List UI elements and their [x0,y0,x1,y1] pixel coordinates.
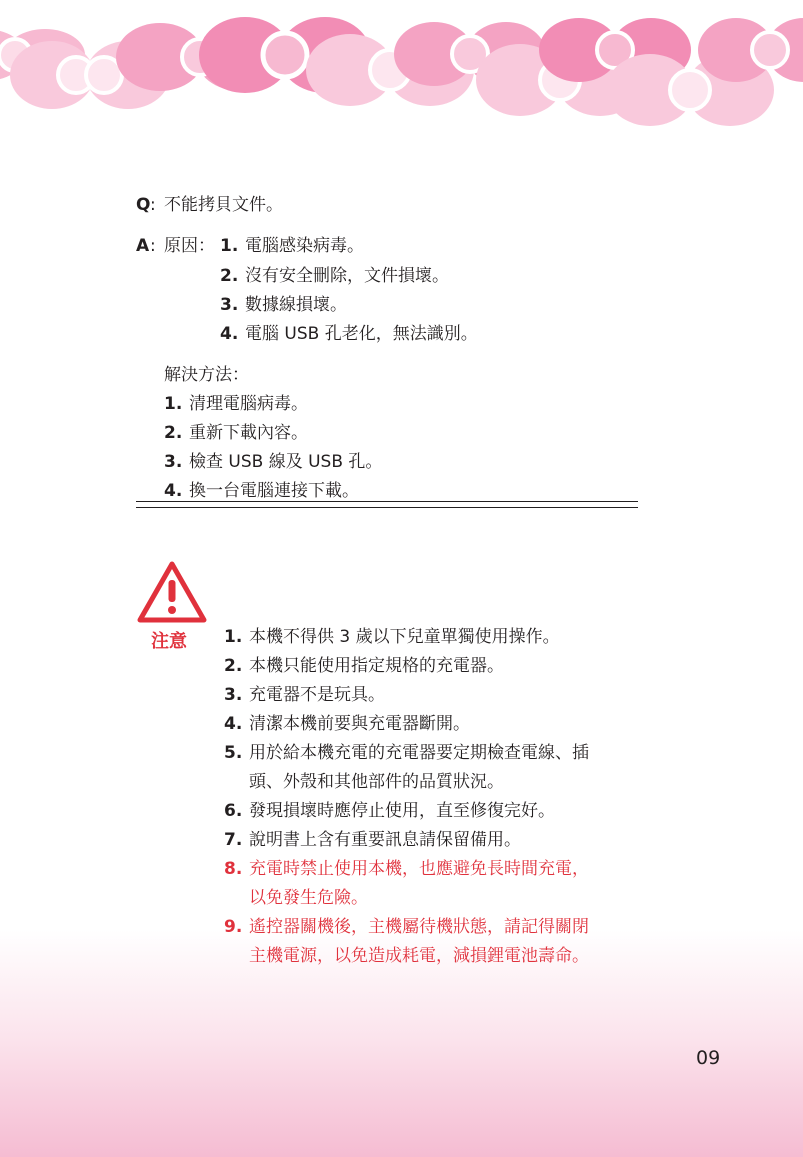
cause-text: 沒有安全刪除，文件損壞。 [245,266,449,286]
solution-number: 4. [164,481,183,501]
warning-triangle-icon [136,560,208,624]
warning-number: 5. [224,743,243,763]
cause-text: 數據線損壞。 [245,295,347,315]
question-text: 不能拷貝文件。 [164,195,283,215]
warning-text: 充電器不是玩具。 [249,685,385,705]
page-number: 09 [696,1047,721,1069]
solution-number: 2. [164,423,183,443]
question-label: Q [136,195,151,215]
question-separator: : [150,195,156,215]
cause-text: 電腦感染病毒。 [245,236,364,256]
warning-number: 3. [224,685,243,705]
warning-text: 發現損壞時應停止使用，直至修復完好。 [249,801,555,821]
warning-text: 以免發生危險。 [249,888,368,908]
warning-number: 6. [224,801,243,821]
warning-number: 1. [224,627,243,647]
cause-number: 4. [220,324,239,344]
divider-line [136,507,638,508]
warning-number: 7. [224,830,243,850]
bow-border-decoration [0,0,803,140]
warning-label: 注意 [151,631,187,652]
warning-number: 4. [224,714,243,734]
cause-label: 原因： [164,236,215,256]
solution-text: 檢查 USB 線及 USB 孔。 [189,452,383,472]
warning-text: 遙控器關機後，主機屬待機狀態，請記得關閉 [249,917,589,937]
warning-number: 2. [224,656,243,676]
warning-text: 說明書上含有重要訊息請保留備用。 [249,830,521,850]
solution-text: 清理電腦病毒。 [189,394,308,414]
warning-text: 主機電源，以免造成耗電，減損鋰電池壽命。 [249,946,589,966]
warning-number: 8. [224,859,243,879]
cause-number: 2. [220,266,239,286]
cause-number: 3. [220,295,239,315]
solution-text: 重新下載內容。 [189,423,308,443]
warning-text: 用於給本機充電的充電器要定期檢查電線、插 [249,743,589,763]
bow-icon [698,18,803,82]
divider-line [136,501,638,502]
warning-text: 頭、外殼和其他部件的品質狀況。 [249,772,504,792]
warning-text: 清潔本機前要與充電器斷開。 [249,714,470,734]
answer-separator: : [150,236,156,256]
solution-text: 換一台電腦連接下載。 [189,481,359,501]
warning-text: 充電時禁止使用本機，也應避免長時間充電， [249,859,589,879]
cause-text: 電腦 USB 孔老化，無法識別。 [245,324,478,344]
solution-number: 1. [164,394,183,414]
solution-number: 3. [164,452,183,472]
cause-number: 1. [220,236,239,256]
solution-label: 解決方法： [164,365,249,385]
warning-text: 本機不得供 3 歲以下兒童單獨使用操作。 [249,627,560,647]
answer-label: A [136,236,150,256]
warning-text: 本機只能使用指定規格的充電器。 [249,656,504,676]
warning-number: 9. [224,917,243,937]
